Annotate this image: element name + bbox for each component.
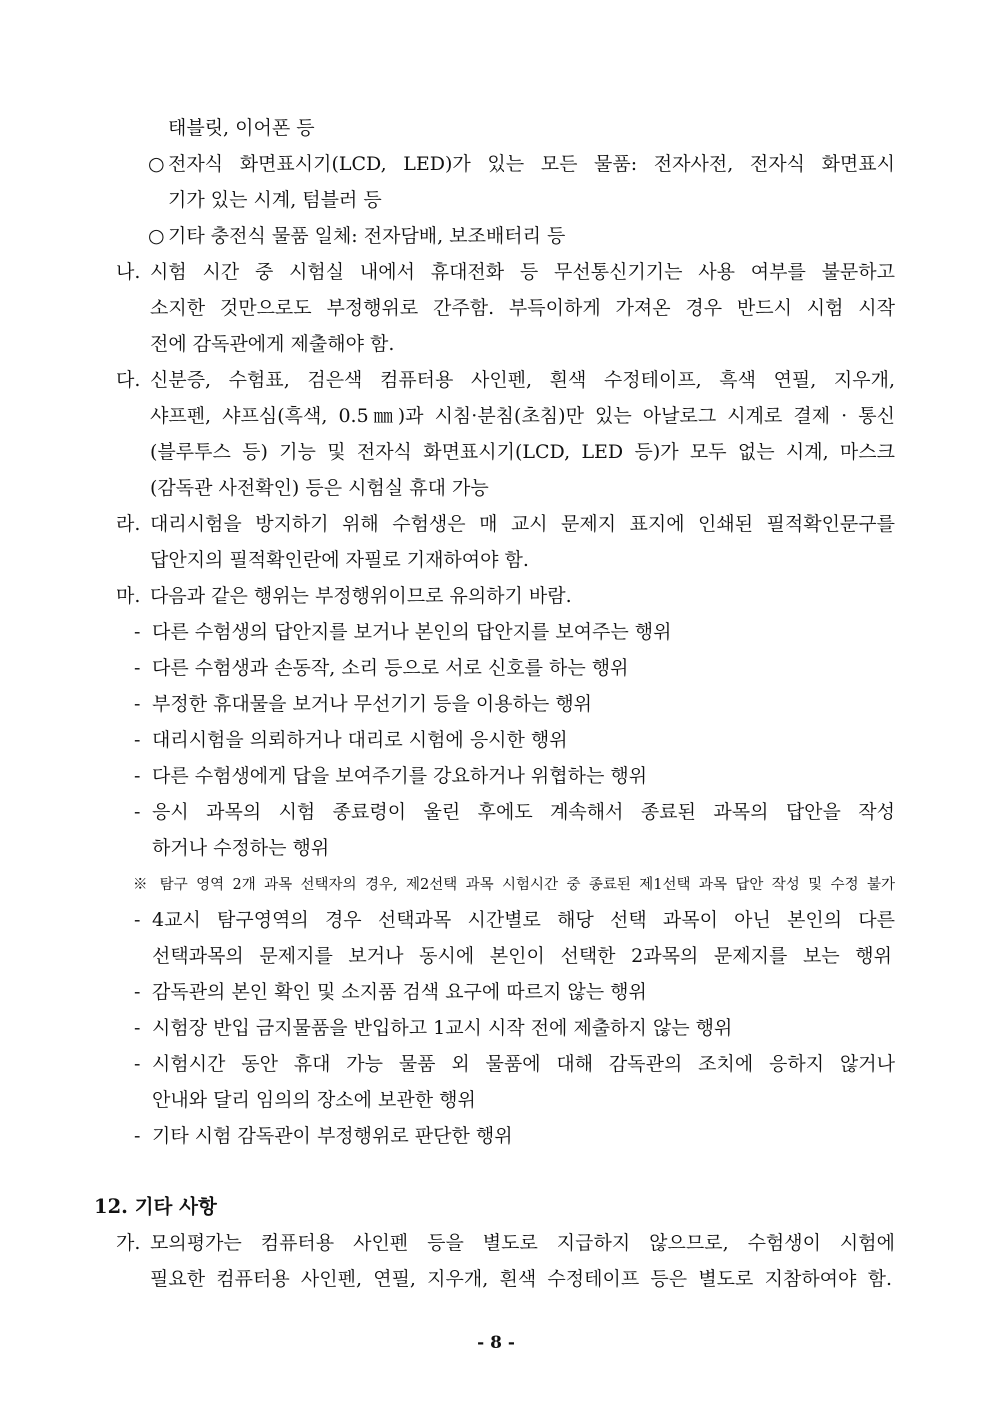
- text-line: 시험시간 동안 휴대 가능 물품 외 물품에 대해 감독관의 조치에 응하지 않거나: [152, 1053, 895, 1075]
- dash-bullet: -: [134, 1017, 141, 1039]
- dash-bullet: -: [134, 981, 141, 1003]
- text-line: 샤프펜, 샤프심(흑색, 0.5㎜)과 시침·분침(초침)만 있는 아날로그 시계로 결제 · 통신: [150, 405, 895, 427]
- text-line: 필요한 컴퓨터용 사인펜, 연필, 지우개, 흰색 수정테이프 등은 별도로 지참하여야 함.: [150, 1268, 892, 1290]
- note-text: ※ 탐구 영역 2개 과목 선택자의 경우, 제2선택 과목 시험시간 중 종료된 제1선택 과목 답안 작성 및 수정 불가: [133, 877, 895, 893]
- text-line: 시험장 반입 금지물품을 반입하고 1교시 시작 전에 제출하지 않는 행위: [152, 1017, 733, 1039]
- item-marker-ra: 라.: [116, 513, 141, 535]
- text-line: (감독관 사전확인) 등은 시험실 휴대 가능: [150, 477, 489, 499]
- text-line: 부정한 휴대물을 보거나 무선기기 등을 이용하는 행위: [152, 693, 593, 715]
- dash-bullet: -: [134, 909, 141, 931]
- dash-bullet: -: [134, 657, 141, 679]
- item-marker-ma: 마.: [116, 585, 141, 607]
- text-line: 응시 과목의 시험 종료령이 울린 후에도 계속해서 종료된 과목의 답안을 작성: [152, 801, 895, 823]
- section-heading: 12. 기타 사항: [94, 1195, 217, 1218]
- item-marker-na: 나.: [116, 261, 141, 283]
- text-line: 답안지의 필적확인란에 자필로 기재하여야 함.: [150, 549, 529, 571]
- dash-bullet: -: [134, 1125, 141, 1147]
- text-line: 대리시험을 의뢰하거나 대리로 시험에 응시한 행위: [152, 729, 568, 751]
- dash-bullet: -: [134, 621, 141, 643]
- text-line: 기가 있는 시계, 텀블러 등: [168, 189, 382, 211]
- text-line: 신분증, 수험표, 검은색 컴퓨터용 사인펜, 흰색 수정테이프, 흑색 연필, 지우개,: [150, 369, 895, 391]
- item-marker-ga: 가.: [116, 1232, 141, 1254]
- dash-bullet: -: [134, 1053, 141, 1075]
- text-line: (블루투스 등) 기능 및 전자식 화면표시기(LCD, LED 등)가 모두 없는 시계, 마스크: [150, 441, 895, 463]
- text-line: 태블릿, 이어폰 등: [168, 117, 315, 139]
- circle-bullet: ○: [148, 225, 165, 247]
- text-line: 모의평가는 컴퓨터용 사인펜 등을 별도로 지급하지 않으므로, 수험생이 시험에: [150, 1232, 895, 1254]
- text-line: 다른 수험생과 손동작, 소리 등으로 서로 신호를 하는 행위: [152, 657, 629, 679]
- text-line: 다음과 같은 행위는 부정행위이므로 유의하기 바람.: [150, 585, 572, 607]
- text-line: 안내와 달리 임의의 장소에 보관한 행위: [152, 1089, 476, 1111]
- text-line: 기타 시험 감독관이 부정행위로 판단한 행위: [152, 1125, 513, 1147]
- text-line: 시험 시간 중 시험실 내에서 휴대전화 등 무선통신기기는 사용 여부를 불문하고: [150, 261, 895, 283]
- dash-bullet: -: [134, 729, 141, 751]
- text-line: 기타 충전식 물품 일체: 전자담배, 보조배터리 등: [168, 225, 566, 247]
- text-line: 다른 수험생의 답안지를 보거나 본인의 답안지를 보여주는 행위: [152, 621, 672, 643]
- text-line: 전에 감독관에게 제출해야 함.: [150, 333, 395, 355]
- text-line: 4교시 탐구영역의 경우 선택과목 시간별로 해당 선택 과목이 아닌 본인의 다른: [152, 909, 895, 931]
- dash-bullet: -: [134, 765, 141, 787]
- text-line: 감독관의 본인 확인 및 소지품 검색 요구에 따르지 않는 행위: [152, 981, 647, 1003]
- text-line: 다른 수험생에게 답을 보여주기를 강요하거나 위협하는 행위: [152, 765, 648, 787]
- text-line: 선택과목의 문제지를 보거나 동시에 본인이 선택한 2과목의 문제지를 보는 행위: [152, 945, 892, 967]
- text-line: 전자식 화면표시기(LCD, LED)가 있는 모든 물품: 전자사전, 전자식 화면표시: [168, 153, 895, 175]
- text-line: 소지한 것만으로도 부정행위로 간주함. 부득이하게 가져온 경우 반드시 시험 시작: [150, 297, 895, 319]
- text-line: 대리시험을 방지하기 위해 수험생은 매 교시 문제지 표지에 인쇄된 필적확인문구를: [150, 513, 895, 535]
- circle-bullet: ○: [148, 153, 165, 175]
- dash-bullet: -: [134, 693, 141, 715]
- page-number: - 8 -: [477, 1333, 515, 1353]
- item-marker-da: 다.: [116, 369, 141, 391]
- text-line: 하거나 수정하는 행위: [152, 837, 330, 859]
- dash-bullet: -: [134, 801, 141, 823]
